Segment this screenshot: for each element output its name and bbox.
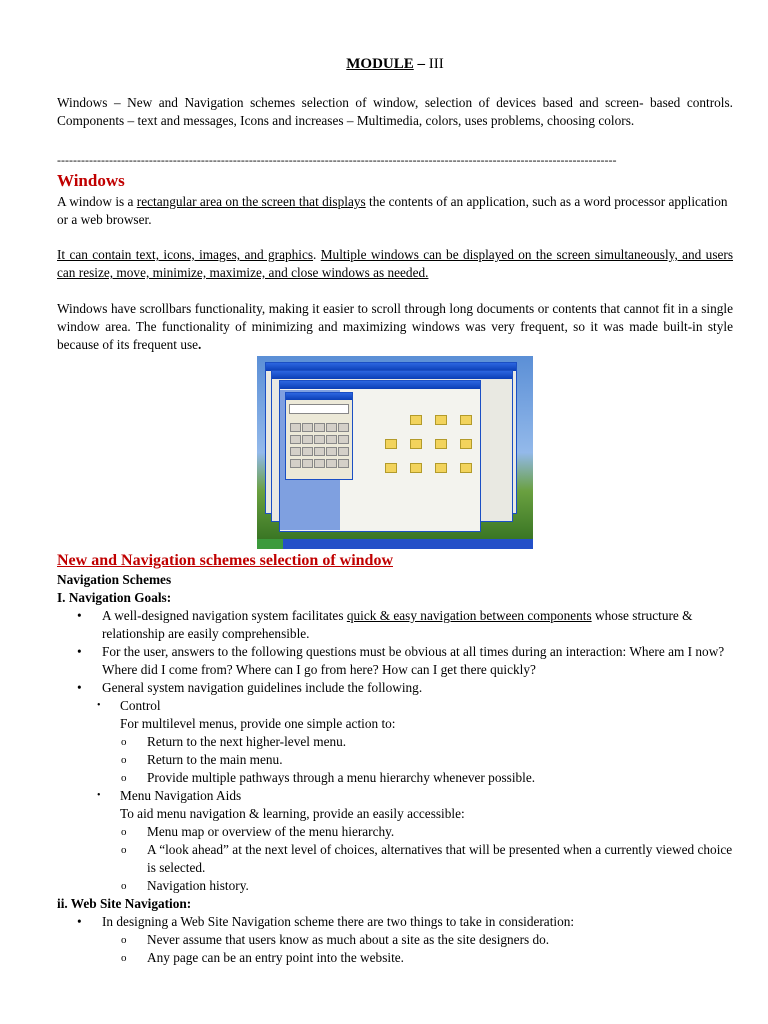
module-word: MODULE	[346, 56, 414, 72]
folder-icon	[435, 439, 447, 449]
module-title	[57, 55, 733, 73]
p2-dot: .	[313, 247, 321, 262]
folder-icon	[385, 463, 397, 473]
start-button	[257, 539, 283, 549]
taskbar	[257, 539, 533, 549]
windows-paragraph-1	[57, 193, 733, 229]
list-item-underlined: quick & easy navigation between components	[346, 608, 592, 623]
aids-item: • Menu Navigation Aids	[57, 787, 733, 805]
list-item-text: whose structure & relationship are easily comprehensible.	[102, 608, 693, 641]
list-item: o Return to the main menu.	[57, 751, 733, 769]
folder-icon	[460, 463, 472, 473]
control-description: For multilevel menus, provide one simple action to:	[120, 716, 396, 731]
web-nav-heading: ii. Web Site Navigation:	[57, 896, 192, 911]
windows-desktop-screenshot	[257, 356, 533, 549]
folder-icon	[410, 463, 422, 473]
nav-goals-heading: I. Navigation Goals:	[57, 590, 172, 605]
list-item: o Navigation history.	[57, 877, 733, 895]
p2-underlined-1: It can contain text, icons, images, and graphics	[57, 247, 314, 262]
list-item: • In designing a Web Site Navigation scheme there are two things to take in consideration:	[57, 913, 733, 931]
intro-paragraph: Windows – New and Navigation schemes selection of window, selection of devices based and screen- based controls. Components – text and messages, Icons and increases – Multimedia, colors, uses problems, choosing colors.	[57, 95, 733, 128]
list-item: o Any page can be an entry point into the website.	[57, 949, 733, 967]
folder-icon	[410, 439, 422, 449]
web-list	[57, 913, 733, 931]
p2-underlined-2: Multiple windows can be displayed on the screen simultaneously, and users can resize, move, minimize, maximize, and close windows as needed.	[57, 247, 734, 280]
calculator-window	[285, 392, 353, 480]
list-item: o Return to the next higher-level menu.	[57, 733, 733, 751]
list-item-text: A well-designed navigation system facilitates	[102, 608, 347, 623]
module-dash: –	[417, 56, 425, 72]
list-item: o A “look ahead” at the next level of choices, alternatives that will be presented when a currently viewed choice is selected.	[57, 841, 733, 877]
goals-list	[57, 607, 733, 697]
windows-paragraph-2	[57, 246, 733, 282]
control-sublist	[57, 733, 733, 787]
list-item: • General system navigation guidelines include the following.	[57, 679, 733, 697]
p3-end: .	[198, 337, 202, 352]
folder-icon	[435, 463, 447, 473]
calculator-display	[289, 404, 349, 414]
p3-text: Windows have scrollbars functionality, making it easier to scroll through long documents or contents that cannot fit in a single window area. The functionality of minimizing and maximizing windows was very frequent, so it was made built-in style because of its frequent use	[57, 301, 733, 352]
nav-content	[57, 571, 733, 967]
p1-text: A window is a	[57, 194, 137, 209]
list-item	[57, 607, 733, 643]
control-item: • Control	[57, 697, 733, 715]
windows-paragraph-3	[57, 300, 733, 354]
module-number: III	[428, 56, 444, 72]
list-item: o Provide multiple pathways through a menu hierarchy whenever possible.	[57, 769, 733, 787]
list-item: • For the user, answers to the following questions must be obvious at all times during an interaction: Where am I now? Where did I come from? Where can I go from here? How can I get there quickly?	[57, 643, 733, 679]
folder-icon	[385, 439, 397, 449]
windows-heading: Windows	[57, 171, 125, 190]
divider-line: --------------------------------------------------------------------------------------------------------------------------------------------	[57, 153, 617, 167]
folder-icon	[460, 439, 472, 449]
aids-sublist	[57, 823, 733, 895]
nav-schemes-heading: Navigation Schemes	[57, 572, 172, 587]
p1-underlined: rectangular area on the screen that displays	[136, 194, 366, 209]
web-sublist	[57, 931, 733, 967]
list-item: o Never assume that users know as much about a site as the site designers do.	[57, 931, 733, 949]
folder-icon	[460, 415, 472, 425]
aids-description: To aid menu navigation & learning, provide an easily accessible:	[120, 806, 465, 821]
nav-heading: New and Navigation schemes selection of window	[57, 552, 393, 569]
list-item: o Menu map or overview of the menu hierarchy.	[57, 823, 733, 841]
folder-icon	[410, 415, 422, 425]
folder-icon	[435, 415, 447, 425]
p1-text-end: the contents of an application, such as a word processor application or a web browser.	[57, 194, 728, 227]
